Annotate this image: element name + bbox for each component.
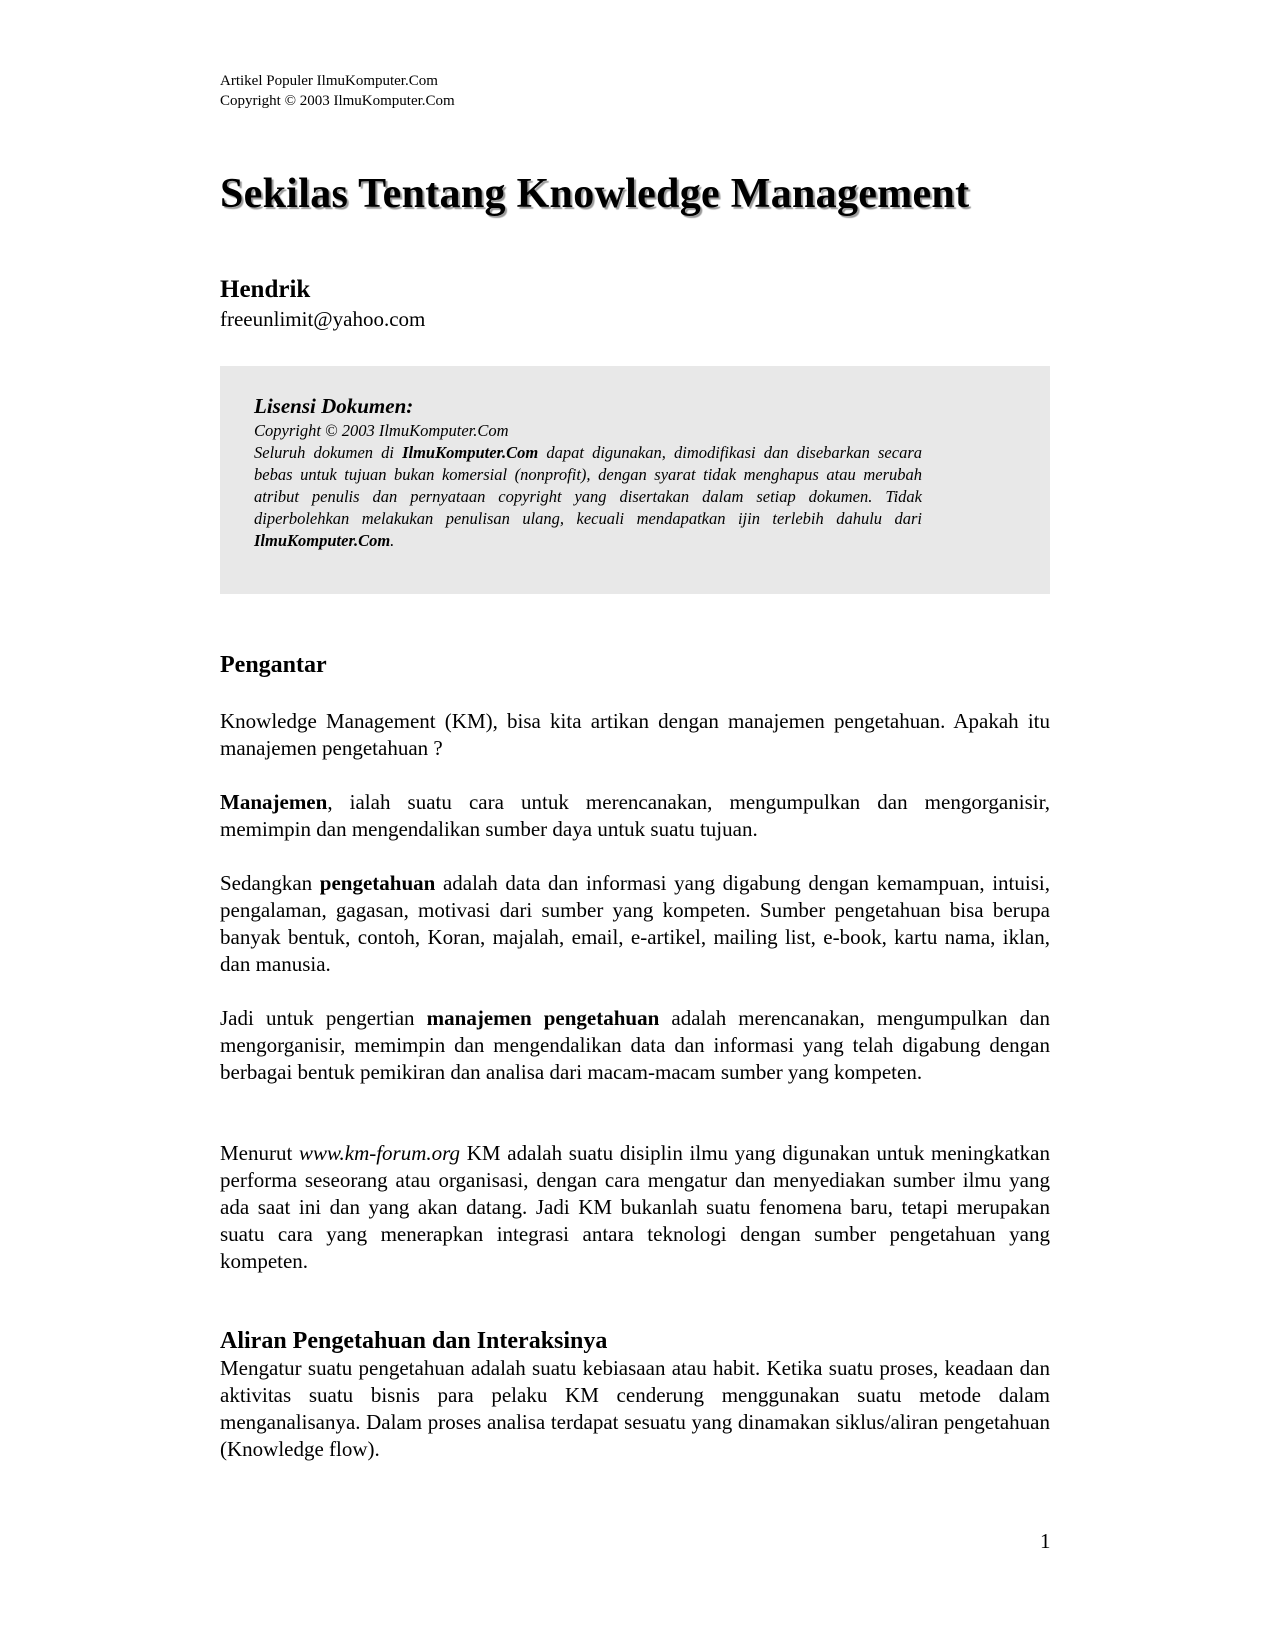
running-header-title: Artikel Populer IlmuKomputer.Com	[220, 73, 438, 89]
paragraph-manajemen	[220, 789, 1050, 843]
paragraph-pengetahuan-lead: Sedangkan	[220, 871, 320, 895]
paragraph-intro: Knowledge Management (KM), bisa kita artikan dengan manajemen pengetahuan. Apakah itu manajemen pengetahuan ?	[220, 709, 1050, 760]
paragraph-km-forum-lead: Menurut	[220, 1141, 300, 1165]
author-name: Hendrik	[220, 276, 311, 303]
section-heading-aliran: Aliran Pengetahuan dan Interaksinya	[220, 1328, 608, 1354]
paragraph-km-forum	[220, 1140, 1050, 1275]
license-text-a: Seluruh dokumen di	[254, 443, 403, 462]
license-title: Lisensi Dokumen:	[254, 394, 414, 418]
license-text-c: .	[390, 531, 395, 550]
paragraph-mp-text: adalah merencanakan, mengumpulkan dan mengorganisir, memimpin dan mengendalikan data dan informasi yang telah digabung dengan berbagai bentuk pemikiran dan analisa dari macam-macam sumber yang kompeten.	[220, 1006, 1051, 1084]
paragraph-aliran: Mengatur suatu pengetahuan adalah suatu kebiasaan atau habit. Ketika suatu proses, keadaan dan aktivitas suatu bisnis para pelaku KM cenderung menggunakan suatu metode dalam menganalisanya. Dalam proses analisa terdapat sesuatu yang dinamakan siklus/aliran pengetahuan (Knowledge flow).	[220, 1356, 1050, 1461]
paragraph-km-forum-text: KM adalah suatu disiplin ilmu yang digunakan untuk meningkatkan performa seseorang atau organisasi, dengan cara mengatur dan menyediakan sumber ilmu yang ada saat ini dan yang akan datang. Jadi KM bukanlah suatu fenomena baru, tetapi merupakan suatu cara yang menerapkan integrasi antara teknologi dengan sumber pengetahuan yang kompeten.	[220, 1141, 1050, 1273]
paragraph-pengetahuan	[220, 870, 1050, 978]
term-manajemen: Manajemen	[220, 790, 328, 814]
license-text-b: dapat digunakan, dimodifikasi dan disebarkan secara bebas untuk tujuan bukan komersial (nonprofit), dengan syarat tidak menghapus atau merubah atribut penulis dan pernyataan copyright yang disertakan dalam setiap dokumen. Tidak diperbolehkan melakukan penulisan ulang, kecuali mendapatkan ijin terlebih dahulu dari	[254, 443, 922, 528]
paragraph-manajemen-text: , ialah suatu cara untuk merencanakan, mengumpulkan dan mengorganisir, memimpin dan mengendalikan sumber daya untuk suatu tujuan.	[220, 790, 1050, 841]
license-content	[254, 394, 922, 552]
document-title: Sekilas Tentang Knowledge Management	[220, 171, 970, 217]
author-email: freeunlimit@yahoo.com	[220, 307, 426, 331]
page-number: 1	[1040, 1529, 1051, 1553]
running-header-copyright: Copyright © 2003 IlmuKomputer.Com	[220, 93, 455, 109]
term-manajemen-pengetahuan: manajemen pengetahuan	[426, 1006, 660, 1030]
term-pengetahuan: pengetahuan	[319, 871, 436, 895]
section-heading-pengantar: Pengantar	[220, 652, 327, 678]
paragraph-manajemen-pengetahuan	[220, 1005, 1050, 1086]
license-site-name-2: IlmuKomputer.Com	[254, 531, 391, 550]
license-text	[254, 420, 922, 552]
km-forum-link[interactable]: www.km-forum.org	[299, 1141, 461, 1165]
paragraph-mp-lead: Jadi untuk pengertian	[220, 1006, 427, 1030]
license-copyright: Copyright © 2003 IlmuKomputer.Com	[254, 421, 509, 440]
license-box	[220, 366, 1050, 594]
license-site-name: IlmuKomputer.Com	[402, 443, 539, 462]
paragraph-pengetahuan-text: adalah data dan informasi yang digabung dengan kemampuan, intuisi, pengalaman, gagasan, motivasi dari sumber yang kompeten. Sumber pengetahuan bisa berupa banyak bentuk, contoh, Koran, majalah, email, e-artikel, mailing list, e-book, kartu nama, iklan, dan manusia.	[220, 871, 1050, 976]
